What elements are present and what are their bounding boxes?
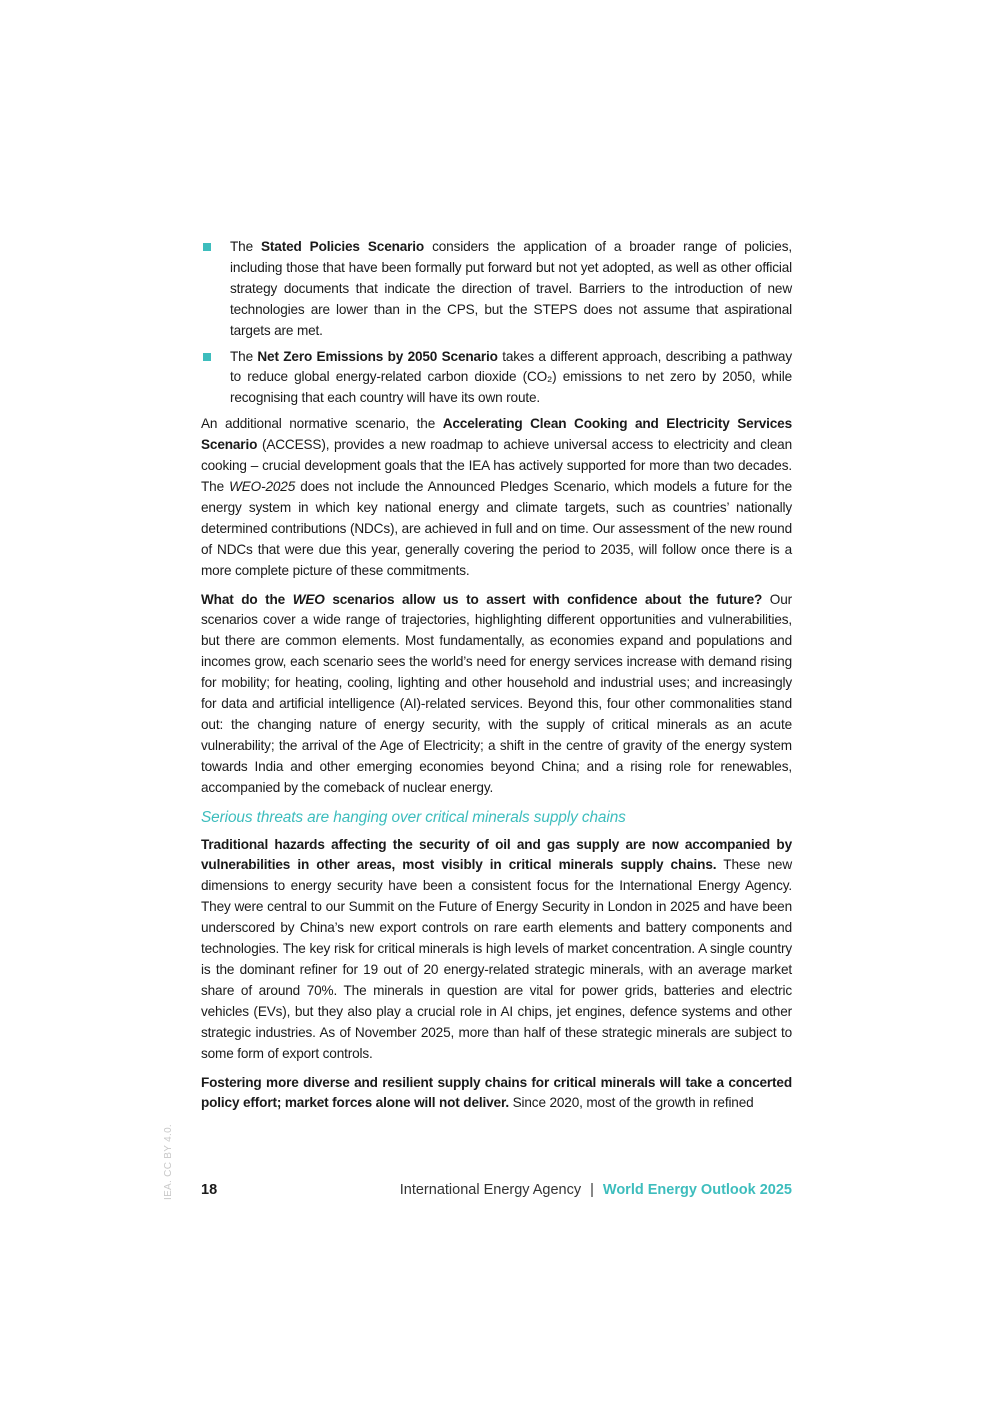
square-bullet-icon <box>203 353 211 361</box>
scenario-name: Accelerating Clean Cooking and Electricity Services Scenario <box>201 416 792 453</box>
page-number: 18 <box>201 1182 218 1198</box>
text: Since 2020, most of the growth in refined <box>508 1095 754 1111</box>
square-bullet-icon <box>203 243 211 251</box>
lead-sentence <box>201 592 762 607</box>
bullet-stated-policies <box>201 237 792 342</box>
scenario-bullet-list <box>201 237 792 409</box>
lead-sentence: Traditional hazards affecting the security of oil and gas supply are now accompanied by vulnerabilities in other areas, most visibly in critical minerals supply chains. <box>201 836 792 873</box>
text: does not include the Announced Pledges Scenario, which models a future for the energy system in which key national energy and climate targets, such as countries’ nationally determined contributions (NDCs), are achieved in full and on time. Our assessment of the new round of NDCs that were due this year, generally covering the period to 2035, will follow once there is a more complete picture of these commitments. <box>201 478 793 578</box>
text: scenarios allow us to assert with confidence about the future? <box>324 591 763 607</box>
publication-title: World Energy Outlook 2025 <box>602 1182 792 1198</box>
bullet-net-zero <box>201 347 792 410</box>
lead-sentence: Fostering more diverse and resilient supply chains for critical minerals will take a concerted policy effort; market forces alone will not deliver. <box>201 1074 792 1111</box>
page-footer <box>201 1180 792 1204</box>
text: Our scenarios cover a wide range of trajectories, highlighting different opportunities and vulnerabilities, but there are common elements. Most fundamentally, as economies expand and populations and incomes grow, each scenario sees the world’s need for energy services increase with demand rising for mobility; for heating, cooling, lighting and other household and industrial uses; and increasingly for data and artificial intelligence (AI)-related services. Beyond this, four other commonalities stand out: the changing nature of energy security, with the supply of critical minerals as an acute vulnerability; the arrival of the Age of Electricity; a shift in the centre of gravity of the energy system towards India and other emerging economies beyond China; and a rising role for renewables, accompanied by the comeback of nuclear energy. <box>201 591 793 795</box>
paragraph-access <box>201 414 792 581</box>
bullet-text: takes a different approach, describing a pathway to reduce global energy-related carbon dioxide (CO₂) emissions to net zero by 2050, while recognising that each country will have its own route. <box>230 348 792 406</box>
publication-ref: WEO <box>292 591 325 607</box>
scenario-name: Net Zero Emissions by 2050 Scenario <box>257 348 498 364</box>
license-notice: IEA. CC BY 4.0. <box>163 1123 174 1200</box>
text: These new dimensions to energy security have been a consistent focus for the International Energy Agency. They were central to our Summit on the Future of Energy Security in London in 2025 and have been underscored by China’s new export controls on rare earth elements and battery components and technologies. The key risk for critical minerals is high levels of market concentration. A single country is the dominant refiner for 19 out of 20 energy-related strategic minerals, with an average market share of around 70%. The minerals in question are vital for power grids, batteries and electric vehicles (EVs), but they also play a crucial role in AI chips, jet engines, defence systems and other strategic industries. As of November 2025, more than half of these strategic minerals are subject to some form of export controls. <box>201 857 792 1061</box>
bullet-text: considers the application of a broader range of policies, including those that have been formally put forward but not yet adopted, as well as other official strategy documents that indicate the direction of travel. Barriers to the introduction of new technologies are lower than in the CPS, but the STEPS does not assume that aspirational targets are met. <box>230 239 792 338</box>
text: What do the <box>201 591 293 607</box>
bullet-text: The <box>230 348 258 364</box>
footer-separator: | <box>590 1182 594 1198</box>
footer-title <box>400 1182 792 1198</box>
page-body <box>201 237 792 1122</box>
paragraph-weo-scenarios <box>201 590 792 799</box>
section-heading: Serious threats are hanging over critical minerals supply chains <box>201 808 626 826</box>
paragraph-threats <box>201 835 792 1065</box>
bullet-text: The <box>230 239 261 254</box>
publication-ref: WEO-2025 <box>229 478 296 494</box>
paragraph-fostering <box>201 1073 792 1115</box>
scenario-name: Stated Policies Scenario <box>261 239 425 254</box>
organization-name: International Energy Agency <box>399 1182 582 1198</box>
text: (ACCESS), provides a new roadmap to achieve universal access to electricity and clean cooking – crucial development goals that the IEA has actively supported for more than two decades. The <box>201 437 792 494</box>
text: An additional normative scenario, the <box>201 416 443 432</box>
